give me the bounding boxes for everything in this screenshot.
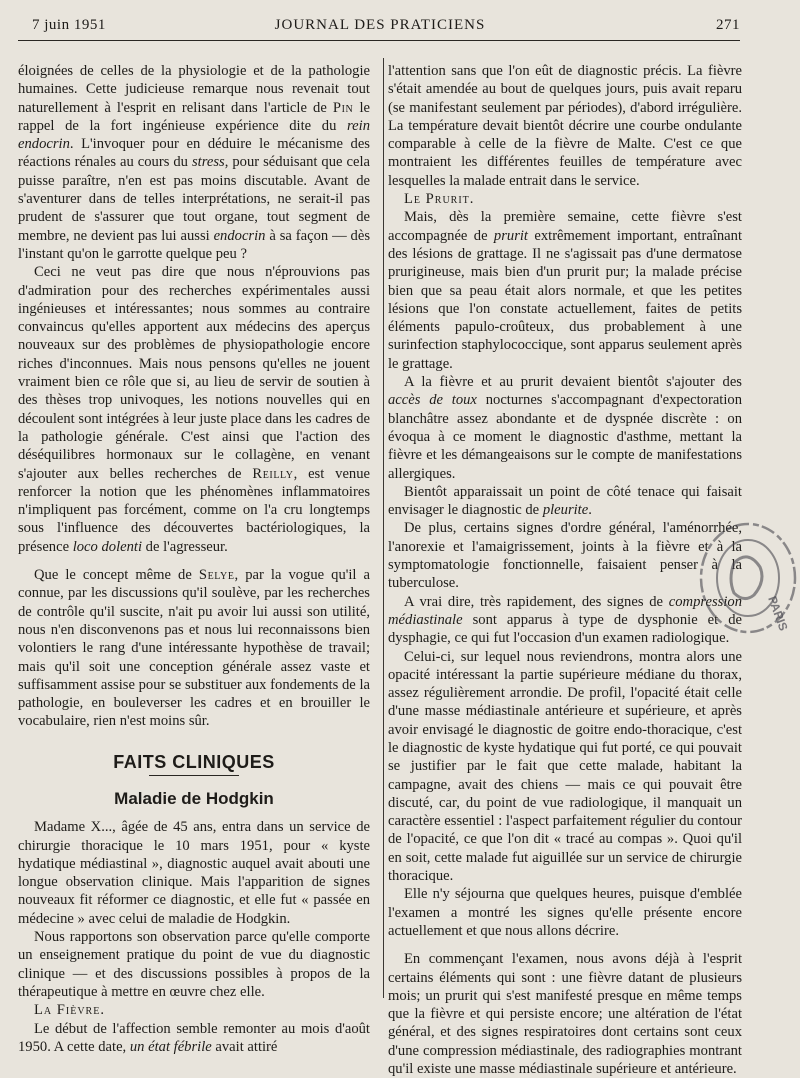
right-column (388, 62, 742, 1078)
subsection-heading: La Fièvre. (34, 1002, 105, 1019)
section-rule (149, 775, 239, 776)
page-number: 271 (716, 17, 740, 33)
case-title: Maladie de Hodgkin (114, 788, 274, 808)
paragraph: l'attention sans que l'on eût de diagnostic précis. La fièvre s'était amendée au bout de quelques jours, puis avait reparu (se manifestant seulement par périodes), d'abord irrégulière. La température devait bientôt décrire une courbe ondulante comparable à celle de la fièvre de Malte. C'est ce que montraient les différentes feuilles de température avec lesquelles la malade entrait dans le service. (388, 63, 742, 189)
paragraph: En commençant l'examen, nous avons déjà à l'esprit certains éléments qui sont : une fièvre datant de plusieurs mois; un prurit qui s'est manifesté presque en même temps que la fièvre et qui persiste encore; une altération de l'état général, et des signes respiratoires dont certains sont ceux d'une compression médiastinale, des radiographies montrant qu'il existe une masse médiastinale supérieure et antérieure. (388, 951, 742, 1078)
author-name: Selye (198, 567, 235, 584)
header-rule (18, 40, 740, 41)
paragraph: Mais, dès la première semaine, cette fièvre s'est accompagnée de prurit extrêmement important, entraînant des lésions de grattage. Il ne s'agissait pas d'une dermatose prurigineuse, mais bien d'un prurit pur; la malade précise bien que sa peau était alors normale, et que les petites lésions que l'on constate actuellement, faites de petits éléments papulo-croûteux, dus probablement à une surinfection staphylococcique, sont apparus seulement après le grattage. (388, 209, 743, 372)
library-stamp (694, 518, 798, 638)
paragraph: A vrai dire, très rapidement, des signes de compression médiastinale sont apparus à type de dysphonie et de dysphagie, ce qui fut l'occasion d'un examen radiologique. (388, 593, 743, 647)
paragraph: Que le concept même de Selye, par la vogue qu'il a connue, par les discussions qu'il soulève, par les recherches de contrôle qu'il suscite, n'ait pu avoir lui aussi son utilité, nous n'en disconvenons pas et nous lui reconnaissons bien volontiers le rang d'une intéressante hypothèse de travail; mais qu'il soit une conception générale assez vaste et suffisamment assise pour se substituer aux fondements de la pathologie, en bouleverser les cadres et en brouiller le vocabulaire, rien n'est moins sûr. (18, 567, 371, 730)
column-divider (383, 58, 384, 998)
subsection-heading: Le Prurit. (404, 191, 475, 208)
paragraph: Le début de l'affection semble remonter au mois d'août 1950. A cette date, un état fébrile avait attiré (18, 1020, 370, 1055)
stamp-text: PARIS (765, 594, 791, 633)
author-name: Pin (332, 99, 354, 116)
section-title: FAITS CLINIQUES (113, 751, 275, 772)
paragraph: De plus, certains signes d'ordre général, l'aménorrhée, l'anorexie et l'amaigrissement, joints à la fièvre et à la symptomatologie fonctionnelle, faisaient penser à la tuberculose. (388, 520, 742, 592)
paragraph: Elle n'y séjourna que quelques heures, puisque d'emblée l'examen a montré les signes qu'elle présente encore actuellement et que nous allons décrire. (388, 886, 742, 939)
journal-title: JOURNAL DES PRATICIENS (274, 17, 486, 33)
header-date: 7 juin 1951 (32, 17, 106, 33)
paragraph: éloignées de celles de la physiologie et de la pathologie humaines. Cette judicieuse remarque nous revenait tout naturellement à l'esprit en relisant dans l'article de Pin le rappel de la fort ingénieuse expérience dite du rein endocrin. L'invoquer pour en déduire le mécanisme des réactions rénales au cours du stress, pour séduisant que cela puisse paraître, n'en est pas moins discutable. Avant de s'aventurer dans de telles interprétations, ne serait-il pas prudent de s'assurer que tout organe, tout segment de membre, ne devient pas lui aussi endocrin à sa façon — dès l'instant qu'on le garrotte quelque peu ? (18, 63, 371, 262)
running-header (20, 14, 740, 38)
paragraph: A la fièvre et au prurit devaient bientôt s'ajouter des accès de toux nocturnes s'accompagnant d'expectoration blanchâtre assez abondante et de dyspnée discrète : on évoqua à ce moment le diagnostic d'asthme, mettant la fièvre et les démangeaisons sur le compte de manifestations allergiques. (388, 374, 743, 482)
paragraph: Nous rapportons son observation parce qu'elle comporte un enseignement pratique du point de vue du diagnostic clinique — et des discussions possibles à propos de la thérapeutique à mettre en œuvre chez elle. (18, 929, 370, 1000)
paragraph: Ceci ne veut pas dire que nous n'éprouvions pas d'admiration pour des recherches expérimentales aussi ingénieuses et intéressantes; nous sommes au contraire convaincus qu'elles apportent aux médecins des aperçus nouveaux sur des problèmes de physiopathologie encore riches d'inconnues. Mais nous pensons qu'elles ne jouent vraiment bien ce rôle que si, au lieu de servir de soutien à des thèses trop univoques, les notions nouvelles qui en découlent sont intégrées à leur juste place dans les cadres de la pathologie générale. C'est ainsi que l'action des déséquilibres hormonaux sur le collagène, en venant s'ajouter aux belles recherches de Reilly, est venue renforcer la notion que les phénomènes inflammatoires n'impliquent pas forcément, comme on l'a cru longtemps sous l'influence des découvertes bactériologiques, la présence loco dolenti de l'agresseur. (18, 264, 370, 555)
paragraph: Madame X..., âgée de 45 ans, entra dans un service de chirurgie thoracique le 10 mars 1951, pour « kyste hydatique médiastinal », diagnostic auquel avait abouti une longue observation clinique. Mais l'apparition de signes nouveaux fit réformer ce diagnostic, et elle fut « passée en médecine » avec celui de maladie de Hodgkin. (18, 819, 370, 927)
paragraph: Celui-ci, sur lequel nous reviendrons, montra alors une opacité intéressant la partie supérieure médiane du thorax, assez régulièrement arrondie. De profil, l'opacité était celle d'une masse médiastinale antérieure et supérieure, et après avoir envisagé le diagnostic de goitre endo-thoracique, c'est le diagnostic de kyste hydatique qui fut porté, ce qui pouvait se justifier par le fait que cette malade, habitant la campagne, avait des chiens — mais ce qui pouvait être discuté, car, du point de vue radiologique, il manquait un caractère essentiel : l'aspect parfaitement régulier du contour de l'opacité, ce que l'on dit « tracé au compas ». Quoi qu'il en soit, cette malade fut aiguillée sur un service de chirurgie thoracique. (388, 648, 742, 885)
paragraph: Bientôt apparaissait un point de côté tenace qui faisait envisager le diagnostic de pleurite. (388, 483, 742, 519)
left-column (18, 62, 370, 1056)
author-name: Reilly (252, 465, 294, 482)
